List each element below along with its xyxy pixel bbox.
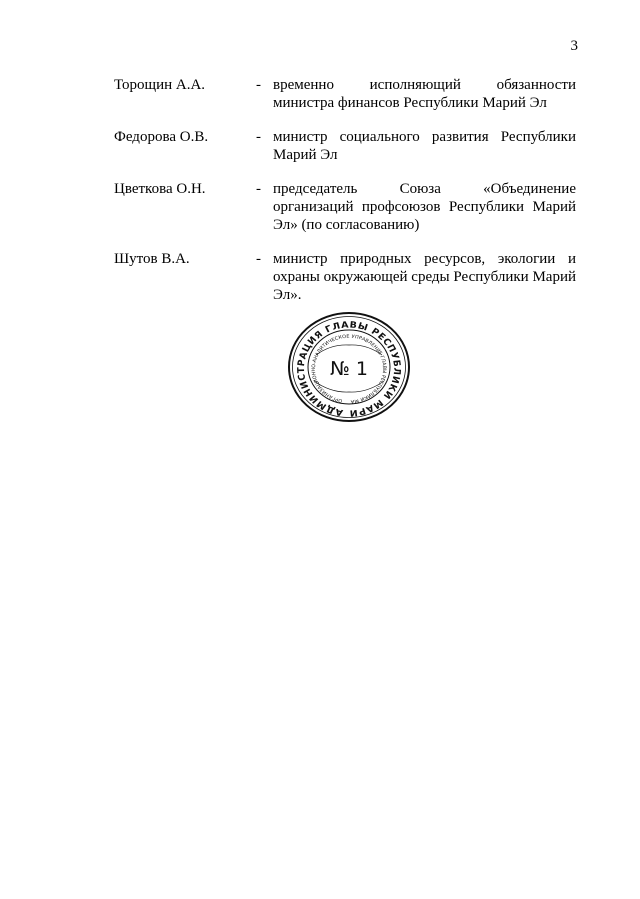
member-dash: - — [256, 77, 261, 93]
member-name: Федорова О.В. — [114, 129, 209, 145]
page-number: 3 — [570, 38, 578, 54]
official-stamp — [285, 311, 413, 423]
member-dash: - — [256, 129, 261, 145]
stamp-seal-icon — [285, 311, 413, 423]
member-position: председатель Союза «Объединение организаций профсоюзов Республики Марий Эл» (по согласованию) — [273, 181, 576, 233]
member-position: министр природных ресурсов, экологии и охраны окружающей среды Республики Марий Эл». — [273, 251, 576, 303]
stamp-inner-text: ОРГАНИЗАЦИОННО-АНАЛИТИЧЕСКОЕ УПРАВЛЕНИЕ ГЛАВЫ РЕСПУБЛИКИ МА — [311, 334, 387, 404]
member-name: Шутов В.А. — [114, 251, 190, 267]
stamp-number: № 1 — [330, 358, 368, 380]
member-name: Торощин А.А. — [114, 77, 206, 93]
member-dash: - — [256, 181, 261, 197]
member-dash: - — [256, 251, 261, 267]
stamp-outer-text: АДМИНИСТРАЦИЯ ГЛАВЫ РЕСПУБЛИКИ МАРИ — [296, 320, 402, 418]
member-name: Цветкова О.Н. — [114, 181, 206, 197]
member-position: временно исполняющий обязанности министра финансов Республики Марий Эл — [273, 77, 576, 111]
member-position: министр социального развития Республики Марий Эл — [273, 129, 576, 163]
